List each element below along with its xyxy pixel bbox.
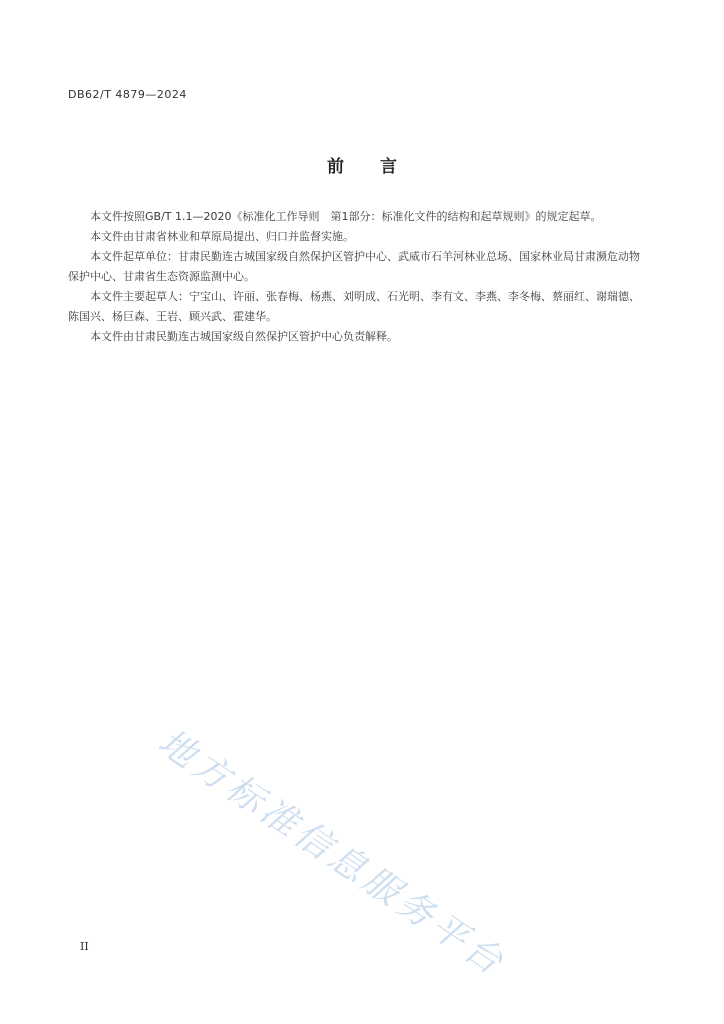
paragraph-drafting-basis: 本文件按照GB/T 1.1—2020《标准化工作导则 第1部分：标准化文件的结构和起草规则》的规定起草。: [90, 210, 602, 223]
page-title: [0, 152, 724, 177]
paragraph-interpretation: 本文件由甘肃民勤连古城国家级自然保护区管护中心负责解释。: [90, 330, 398, 343]
preface-body: [68, 207, 640, 347]
title-char-2: 言: [380, 157, 397, 177]
watermark: 地方标准信息服务平台: [150, 721, 514, 985]
page-number: II: [80, 940, 89, 953]
paragraph-drafting-units: 本文件起草单位：甘肃民勤连古城国家级自然保护区管护中心、武威市石羊河林业总场、国家林业局甘肃濒危动物保护中心、甘肃省生态资源监测中心。: [68, 250, 640, 283]
paragraph-proposer: 本文件由甘肃省林业和草原局提出、归口并监督实施。: [90, 230, 354, 243]
title-char-1: 前: [327, 157, 344, 177]
paragraph-drafters: 本文件主要起草人：宁宝山、许丽、张春梅、杨燕、刘明成、石光明、李有文、李燕、李冬梅、蔡丽红、谢瑞德、陈国兴、杨巨森、王岩、顾兴武、霍建华。: [68, 290, 640, 323]
document-code: DB62/T 4879—2024: [68, 88, 187, 101]
